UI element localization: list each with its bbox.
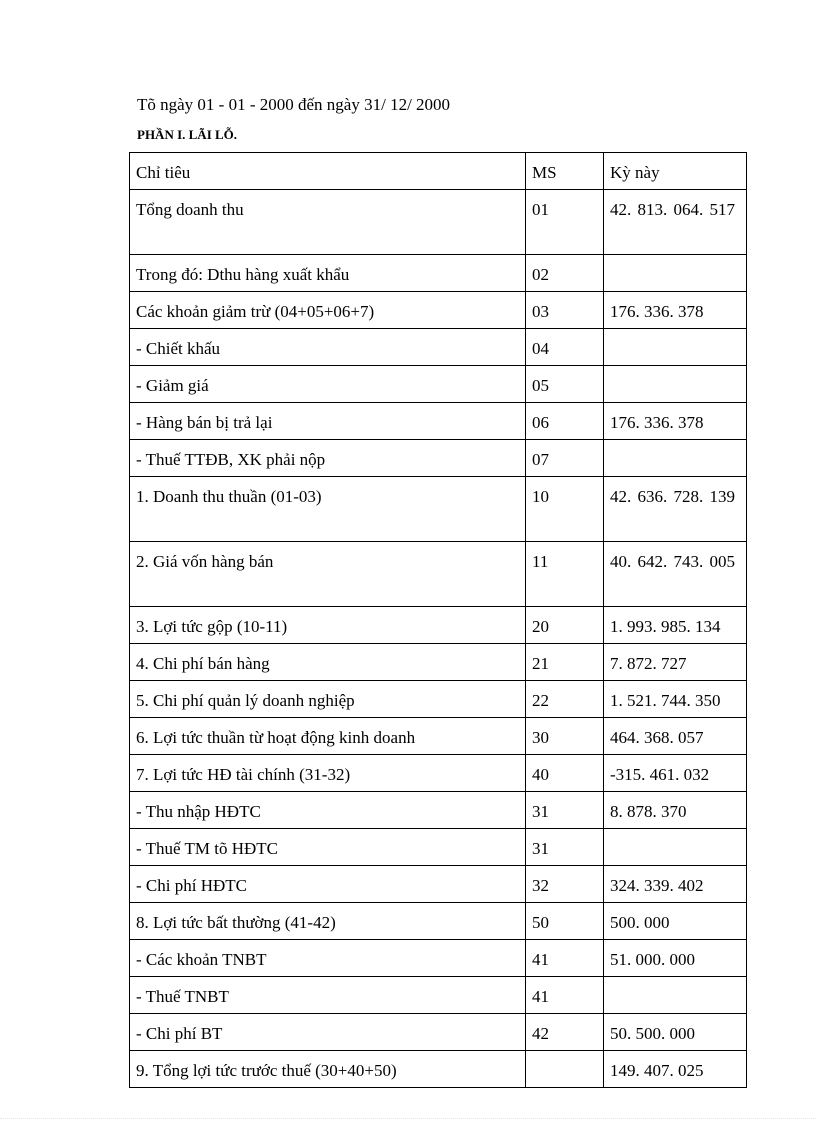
- row-value: [604, 366, 747, 403]
- row-value: [604, 829, 747, 866]
- row-code: 30: [526, 718, 604, 755]
- table-row: [130, 1014, 747, 1051]
- column-header-current-period: Kỳ này: [604, 153, 747, 190]
- table-row: [130, 292, 747, 329]
- table-row: [130, 718, 747, 755]
- row-indicator: 7. Lợi tức HĐ tài chính (31-32): [130, 755, 526, 792]
- table-row: [130, 1051, 747, 1088]
- table-row: [130, 403, 747, 440]
- row-code: 42: [526, 1014, 604, 1051]
- row-value: [604, 977, 747, 1014]
- row-value: 1. 521. 744. 350: [604, 681, 747, 718]
- table-row: [130, 477, 747, 542]
- section-title: PHẦN I. LÃI LỖ.: [137, 127, 238, 142]
- row-code: 21: [526, 644, 604, 681]
- table-header-row: [130, 153, 747, 190]
- row-code: 07: [526, 440, 604, 477]
- table-row: [130, 977, 747, 1014]
- table-row: [130, 681, 747, 718]
- row-value: 7. 872. 727: [604, 644, 747, 681]
- row-code: 31: [526, 792, 604, 829]
- row-indicator: 3. Lợi tức gộp (10-11): [130, 607, 526, 644]
- row-indicator: 1. Doanh thu thuần (01-03): [130, 477, 526, 542]
- row-value: 50. 500. 000: [604, 1014, 747, 1051]
- row-indicator: 2. Giá vốn hàng bán: [130, 542, 526, 607]
- row-code: 11: [526, 542, 604, 607]
- row-code: 32: [526, 866, 604, 903]
- table-body: [130, 190, 747, 1088]
- row-indicator: - Thu nhập HĐTC: [130, 792, 526, 829]
- row-code: 31: [526, 829, 604, 866]
- table-row: [130, 866, 747, 903]
- row-value: 51. 000. 000: [604, 940, 747, 977]
- table-row: [130, 542, 747, 607]
- row-indicator: - Thuế TTĐB, XK phải nộp: [130, 440, 526, 477]
- row-value: 1. 993. 985. 134: [604, 607, 747, 644]
- row-code: 03: [526, 292, 604, 329]
- row-indicator: Các khoản giảm trừ (04+05+06+7): [130, 292, 526, 329]
- row-indicator: Tổng doanh thu: [130, 190, 526, 255]
- row-code: 05: [526, 366, 604, 403]
- row-value: 8. 878. 370: [604, 792, 747, 829]
- page-bottom-rule: [0, 1118, 816, 1119]
- row-value: 324. 339. 402: [604, 866, 747, 903]
- row-code: 40: [526, 755, 604, 792]
- table-row: [130, 644, 747, 681]
- row-indicator: - Các khoản TNBT: [130, 940, 526, 977]
- table-row: [130, 755, 747, 792]
- row-indicator: - Chi phí HĐTC: [130, 866, 526, 903]
- row-indicator: 4. Chi phí bán hàng: [130, 644, 526, 681]
- row-indicator: - Thuế TNBT: [130, 977, 526, 1014]
- row-value: 149. 407. 025: [604, 1051, 747, 1088]
- row-value: 500. 000: [604, 903, 747, 940]
- row-value: [604, 329, 747, 366]
- row-code: 06: [526, 403, 604, 440]
- row-value: 464. 368. 057: [604, 718, 747, 755]
- report-period: Tõ ngày 01 - 01 - 2000 đến ngày 31/ 12/ 2000: [137, 95, 451, 114]
- profit-loss-table: [129, 152, 747, 1088]
- row-indicator: 8. Lợi tức bất thường (41-42): [130, 903, 526, 940]
- row-indicator: Trong đó: Dthu hàng xuất khẩu: [130, 255, 526, 292]
- row-value: 176. 336. 378: [604, 403, 747, 440]
- row-value: 42. 813. 064. 517: [604, 190, 747, 255]
- row-value: 176. 336. 378: [604, 292, 747, 329]
- column-header-indicator: Chỉ tiêu: [130, 153, 526, 190]
- table-row: [130, 190, 747, 255]
- row-indicator: 5. Chi phí quản lý doanh nghiệp: [130, 681, 526, 718]
- row-indicator: - Chi phí BT: [130, 1014, 526, 1051]
- row-value: [604, 255, 747, 292]
- row-value: [604, 440, 747, 477]
- row-indicator: 9. Tổng lợi tức trước thuế (30+40+50): [130, 1051, 526, 1088]
- row-value: -315. 461. 032: [604, 755, 747, 792]
- table-row: [130, 903, 747, 940]
- table-row: [130, 607, 747, 644]
- table-row: [130, 940, 747, 977]
- row-indicator: 6. Lợi tức thuần từ hoạt động kinh doanh: [130, 718, 526, 755]
- row-value: 40. 642. 743. 005: [604, 542, 747, 607]
- row-code: 01: [526, 190, 604, 255]
- row-indicator: - Thuế TM tõ HĐTC: [130, 829, 526, 866]
- row-code: 41: [526, 940, 604, 977]
- table-row: [130, 366, 747, 403]
- row-indicator: - Giảm giá: [130, 366, 526, 403]
- row-code: 50: [526, 903, 604, 940]
- row-code: 20: [526, 607, 604, 644]
- row-code: 10: [526, 477, 604, 542]
- row-indicator: - Hàng bán bị trả lại: [130, 403, 526, 440]
- table-row: [130, 829, 747, 866]
- row-code: 04: [526, 329, 604, 366]
- row-code: [526, 1051, 604, 1088]
- table-row: [130, 792, 747, 829]
- row-value: 42. 636. 728. 139: [604, 477, 747, 542]
- table-row: [130, 329, 747, 366]
- row-code: 02: [526, 255, 604, 292]
- row-indicator: - Chiết khấu: [130, 329, 526, 366]
- row-code: 22: [526, 681, 604, 718]
- row-code: 41: [526, 977, 604, 1014]
- table-row: [130, 440, 747, 477]
- table-row: [130, 255, 747, 292]
- column-header-code: MS: [526, 153, 604, 190]
